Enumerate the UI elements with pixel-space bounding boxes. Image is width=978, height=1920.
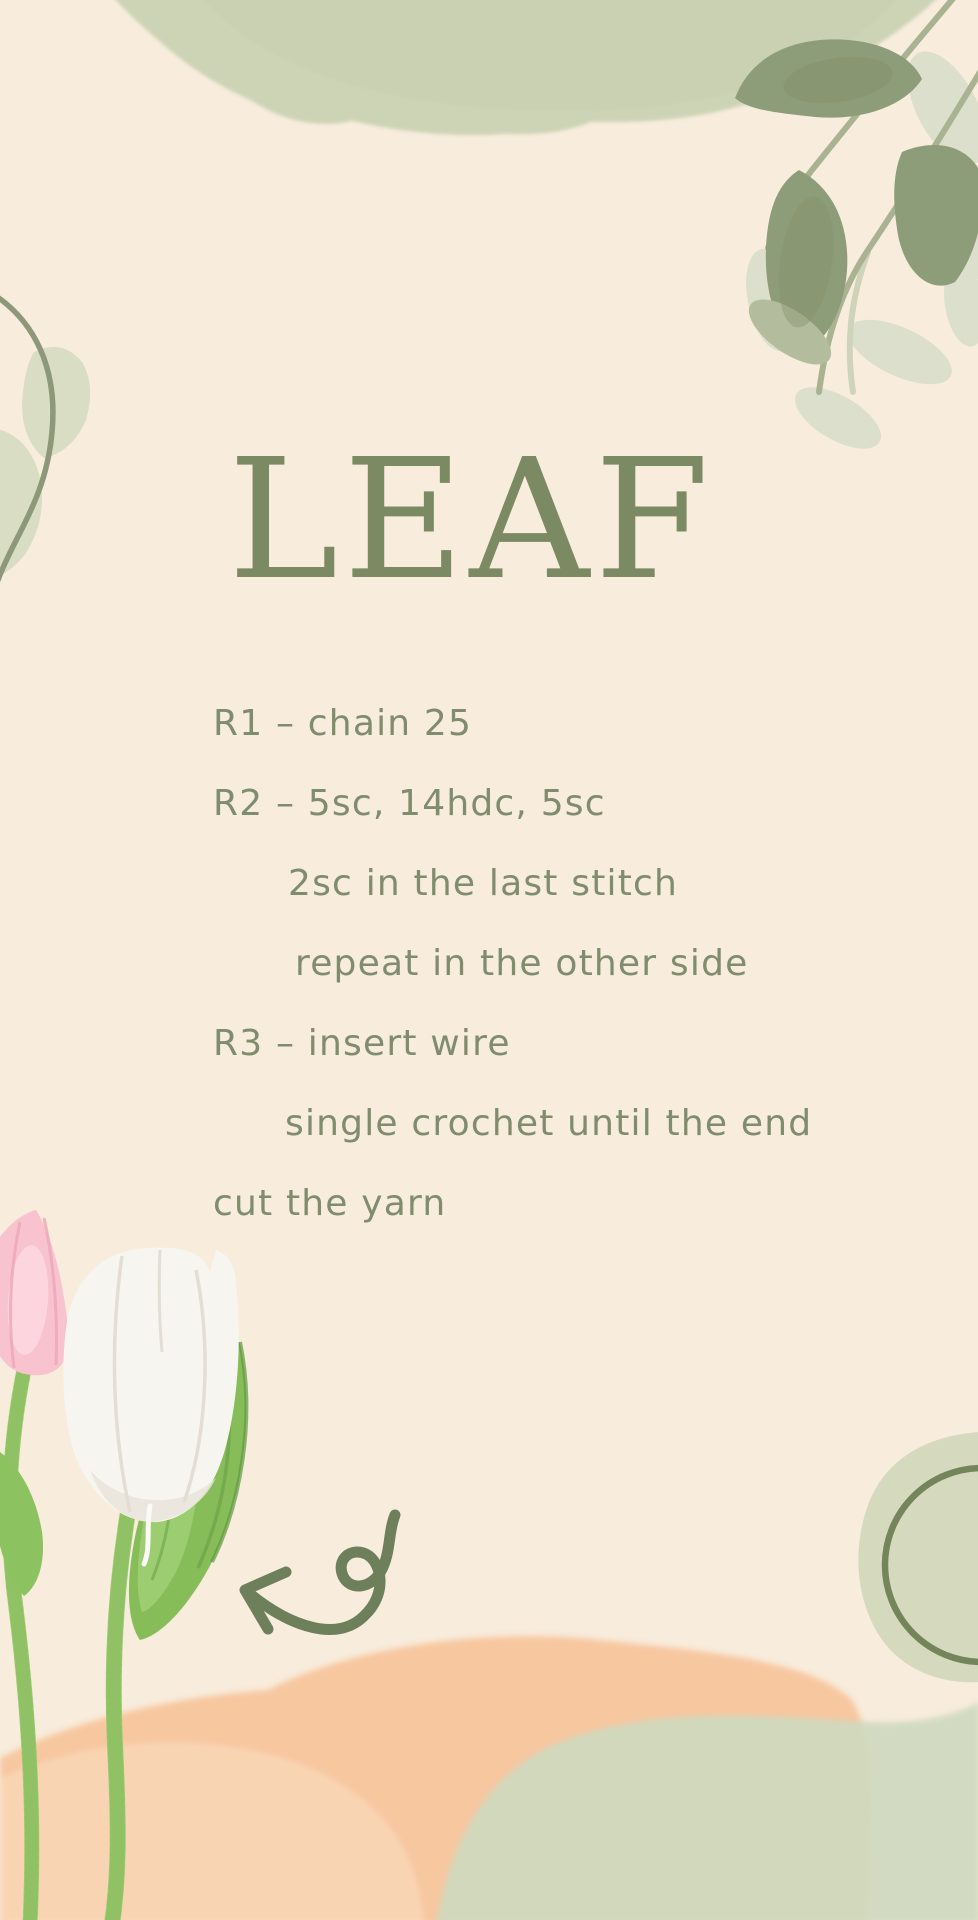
- instruction-line: cut the yarn: [213, 1183, 447, 1224]
- instruction-line: R2 – 5sc, 14hdc, 5sc: [213, 783, 606, 824]
- instruction-line: R3 – insert wire: [213, 1023, 511, 1064]
- instruction-line: 2sc in the last stitch: [288, 863, 679, 904]
- curly-arrow-icon: [245, 1515, 395, 1629]
- page-title: LEAF: [228, 424, 715, 617]
- instruction-line: single crochet until the end: [285, 1103, 813, 1144]
- instruction-line: R1 – chain 25: [213, 703, 473, 744]
- instruction-line: repeat in the other side: [295, 943, 749, 984]
- tulip-photo-cutout: [0, 1210, 246, 1920]
- pink-tulip: [0, 1210, 68, 1375]
